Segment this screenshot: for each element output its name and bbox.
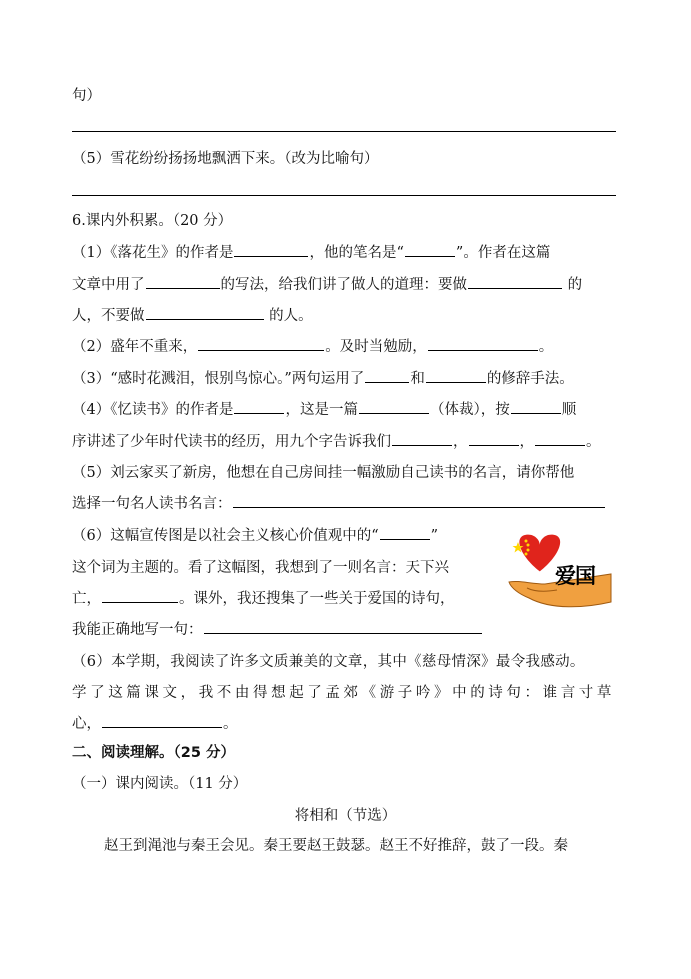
question-line: 这个词为主题的。看了这幅图，我想到了一则名言：天下兴	[72, 560, 449, 576]
question-line: 句）	[72, 88, 101, 104]
fill-blank[interactable]	[365, 381, 409, 383]
text: ，	[453, 434, 468, 450]
fill-blank[interactable]	[468, 287, 562, 289]
question-line	[72, 335, 553, 356]
fill-blank[interactable]	[102, 726, 222, 728]
passage-text: 赵王到渑池与秦王会见。秦王要赵王鼓瑟。赵王不好推辞，鼓了一段。秦	[104, 838, 568, 854]
text: 的	[563, 277, 583, 293]
text: 顺	[561, 402, 577, 418]
fill-blank[interactable]	[233, 506, 605, 508]
fill-blank[interactable]	[426, 381, 486, 383]
subsection-heading: （一）课内阅读。（11 分）	[72, 776, 248, 792]
fill-blank[interactable]	[146, 318, 264, 320]
question-line: （5）刘云家买了新房，他想在自己房间挂一幅激励自己读书的名言，请你帮他	[72, 465, 575, 481]
text: 。	[586, 434, 601, 450]
fill-blank[interactable]	[380, 538, 430, 540]
text: ，他的笔名是“	[309, 245, 404, 261]
text: 选择一句名人读书名言：	[72, 496, 232, 512]
question-line	[72, 712, 238, 733]
text: 的修辞手法。	[486, 371, 574, 387]
text: ，	[519, 434, 534, 450]
answer-line[interactable]	[72, 131, 616, 132]
text: 人，不要做	[72, 308, 145, 324]
text: 。	[538, 339, 554, 355]
text: （1）《落花生》的作者是	[72, 245, 234, 261]
poster-title: 爱国	[555, 564, 595, 588]
answer-line[interactable]	[72, 195, 616, 196]
text: 。	[223, 716, 238, 732]
text: ”	[430, 528, 439, 544]
fill-blank[interactable]	[234, 255, 308, 257]
question-line: （6）本学期，我阅读了许多文质兼美的文章，其中《慈母情深》最令我感动。	[72, 654, 585, 670]
text: 的写法，给我们讲了做人的道理：要做	[220, 277, 467, 293]
question-line	[72, 273, 582, 294]
text: 序讲述了少年时代读书的经历，用九个字告诉我们	[72, 434, 391, 450]
fill-blank[interactable]	[198, 349, 324, 351]
question-line	[72, 241, 550, 262]
question-line	[72, 587, 455, 608]
question-line	[72, 304, 313, 325]
fill-blank[interactable]	[392, 444, 452, 446]
text: （体裁），按	[429, 402, 510, 418]
text: 心，	[72, 716, 101, 732]
fill-blank[interactable]	[359, 412, 429, 414]
text: 我能正确地写一句：	[72, 622, 203, 638]
fill-blank[interactable]	[204, 632, 482, 634]
text: （2）盛年不重来，	[72, 339, 198, 355]
text: 。及时当勉励，	[325, 339, 427, 355]
fill-blank[interactable]	[511, 412, 561, 414]
fill-blank[interactable]	[469, 444, 519, 446]
fill-blank[interactable]	[146, 287, 220, 289]
fill-blank[interactable]	[535, 444, 585, 446]
fill-blank[interactable]	[102, 601, 178, 603]
question-line	[72, 430, 601, 451]
question-line	[72, 492, 606, 513]
question-line: （5）雪花纷纷扬扬地飘洒下来。（改为比喻句）	[72, 151, 379, 167]
passage-title: 将相和（节选）	[294, 808, 397, 824]
text: ”。作者在这篇	[455, 245, 551, 261]
question-line	[72, 398, 576, 419]
text: （4）《忆读书》的作者是	[72, 402, 234, 418]
text: 文章中用了	[72, 277, 145, 293]
text: ，这是一篇	[285, 402, 358, 418]
question-line	[72, 524, 438, 545]
fill-blank[interactable]	[234, 412, 284, 414]
patriotism-poster	[505, 530, 615, 615]
fill-blank[interactable]	[428, 349, 538, 351]
text: （6）这幅宣传图是以社会主义核心价值观中的“	[72, 528, 379, 544]
question-line	[72, 367, 574, 388]
question-line	[72, 618, 483, 639]
text: 。课外，我还搜集了一些关于爱国的诗句，	[179, 591, 455, 607]
text: 和	[410, 371, 425, 387]
section-heading: 6.课内外积累。（20 分）	[72, 213, 233, 229]
text: 亡，	[72, 591, 101, 607]
section-heading: 二、阅读理解。（25 分）	[72, 745, 235, 761]
question-line: 学了这篇课文，我不由得想起了孟郊《游子吟》中的诗句：谁言寸草	[72, 685, 615, 701]
fill-blank[interactable]	[405, 255, 455, 257]
text: （3）“感时花溅泪，恨别鸟惊心。”两句运用了	[72, 371, 365, 387]
text: 的人。	[264, 308, 313, 324]
